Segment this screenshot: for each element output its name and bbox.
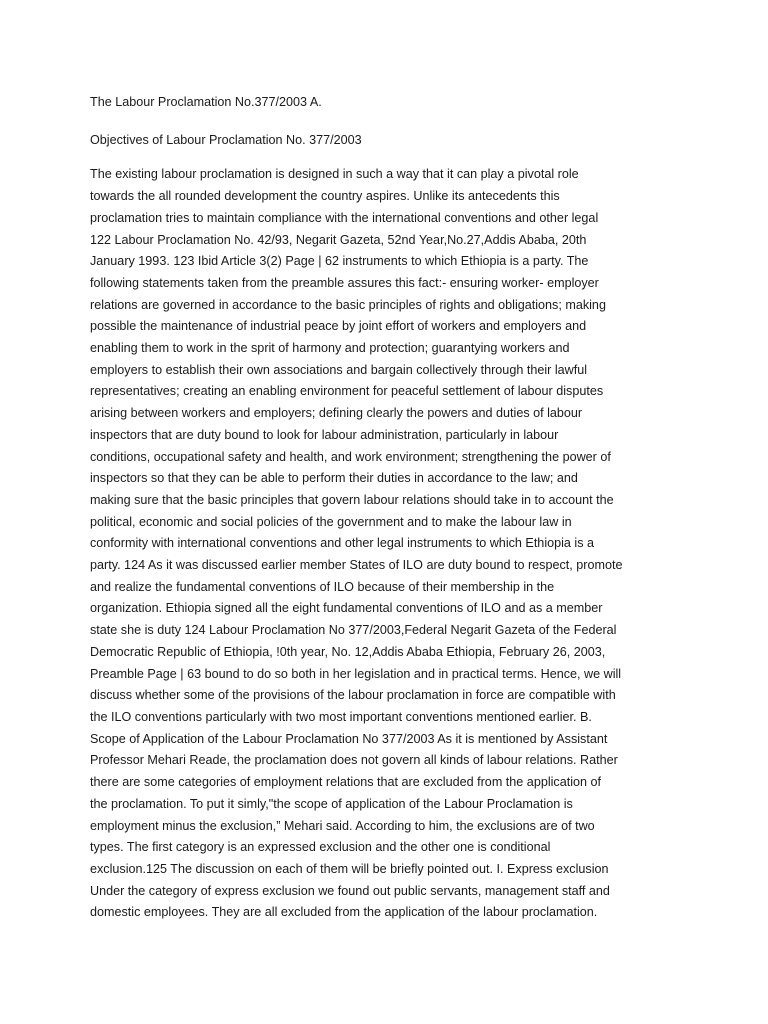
body-paragraph	[90, 164, 680, 924]
text-line: inspectors so that they can be able to perform their duties in accordance to the law; and	[90, 471, 578, 486]
text-line: state she is duty 124 Labour Proclamation No 377/2003,Federal Negarit Gazeta of the Federal	[90, 623, 617, 638]
text-line: Professor Mehari Reade, the proclamation does not govern all kinds of labour relations. Rather	[90, 753, 618, 768]
text-line: enabling them to work in the sprit of harmony and protection; guarantying workers and	[90, 341, 570, 356]
text-line: the ILO conventions particularly with two most important conventions mentioned earlier. B.	[90, 709, 592, 724]
text-line: Under the category of express exclusion we found out public servants, management staff and	[90, 883, 610, 898]
text-line: representatives; creating an enabling environment for peaceful settlement of labour disputes	[90, 384, 604, 399]
text-line: employers to establish their own associations and bargain collectively through their lawful	[90, 362, 588, 377]
text-line: conditions, occupational safety and health, and work environment; strengthening the power of	[90, 449, 611, 464]
text-line: proclamation tries to maintain compliance with the international conventions and other legal	[90, 210, 599, 225]
text-line: arising between workers and employers; defining clearly the powers and duties of labour	[90, 406, 583, 421]
text-line: towards the all rounded development the country aspires. Unlike its antecedents this	[90, 189, 560, 204]
document-title: The Labour Proclamation No.377/2003 A.	[90, 95, 322, 109]
text-line: exclusion.125 The discussion on each of them will be briefly pointed out. I. Express exclusion	[90, 861, 609, 876]
text-line: 122 Labour Proclamation No. 42/93, Negarit Gazeta, 52nd Year,No.27,Addis Ababa, 20th	[90, 232, 587, 247]
text-line: domestic employees. They are all excluded from the application of the labour proclamation.	[90, 905, 598, 920]
text-line: Democratic Republic of Ethiopia, !0th year, No. 12,Addis Ababa Ethiopia, February 26, 2003,	[90, 644, 606, 659]
text-line: following statements taken from the preamble assures this fact:- ensuring worker- employer	[90, 275, 599, 290]
text-line: there are some categories of employment relations that are excluded from the application of	[90, 775, 602, 790]
text-line: relations are governed in accordance to the basic principles of rights and obligations; making	[90, 297, 606, 312]
text-line: January 1993. 123 Ibid Article 3(2) Page | 62 instruments to which Ethiopia is a party. The	[90, 254, 589, 269]
text-line: organization. Ethiopia signed all the eight fundamental conventions of ILO and as a member	[90, 601, 603, 616]
text-line: Preamble Page | 63 bound to do so both in her legislation and in practical terms. Hence, we will	[90, 666, 622, 681]
text-line: The existing labour proclamation is designed in such a way that it can play a pivotal role	[90, 167, 579, 182]
document-content	[90, 92, 680, 924]
text-line: inspectors that are duty bound to look for labour administration, particularly in labour	[90, 427, 559, 442]
text-line: and realize the fundamental conventions of ILO because of their membership in the	[90, 579, 555, 594]
text-line: types. The first category is an expressed exclusion and the other one is conditional	[90, 840, 551, 855]
text-line: employment minus the exclusion,” Mehari said. According to him, the exclusions are of two	[90, 818, 595, 833]
text-line: Scope of Application of the Labour Proclamation No 377/2003 As it is mentioned by Assistant	[90, 731, 608, 746]
text-line: discuss whether some of the provisions of the labour proclamation in force are compatible with	[90, 688, 616, 703]
text-line: party. 124 As it was discussed earlier member States of ILO are duty bound to respect, promote	[90, 558, 623, 573]
section-heading-objectives: Objectives of Labour Proclamation No. 377/2003	[90, 132, 362, 147]
text-line: making sure that the basic principles that govern labour relations should take in to account the	[90, 492, 614, 507]
text-line: possible the maintenance of industrial peace by joint effort of workers and employers and	[90, 319, 587, 334]
text-line: conformity with international conventions and other legal instruments to which Ethiopia is a	[90, 536, 595, 551]
text-line: the proclamation. To put it simly,"the scope of application of the Labour Proclamation is	[90, 796, 573, 811]
text-line: political, economic and social policies of the government and to make the labour law in	[90, 514, 572, 529]
